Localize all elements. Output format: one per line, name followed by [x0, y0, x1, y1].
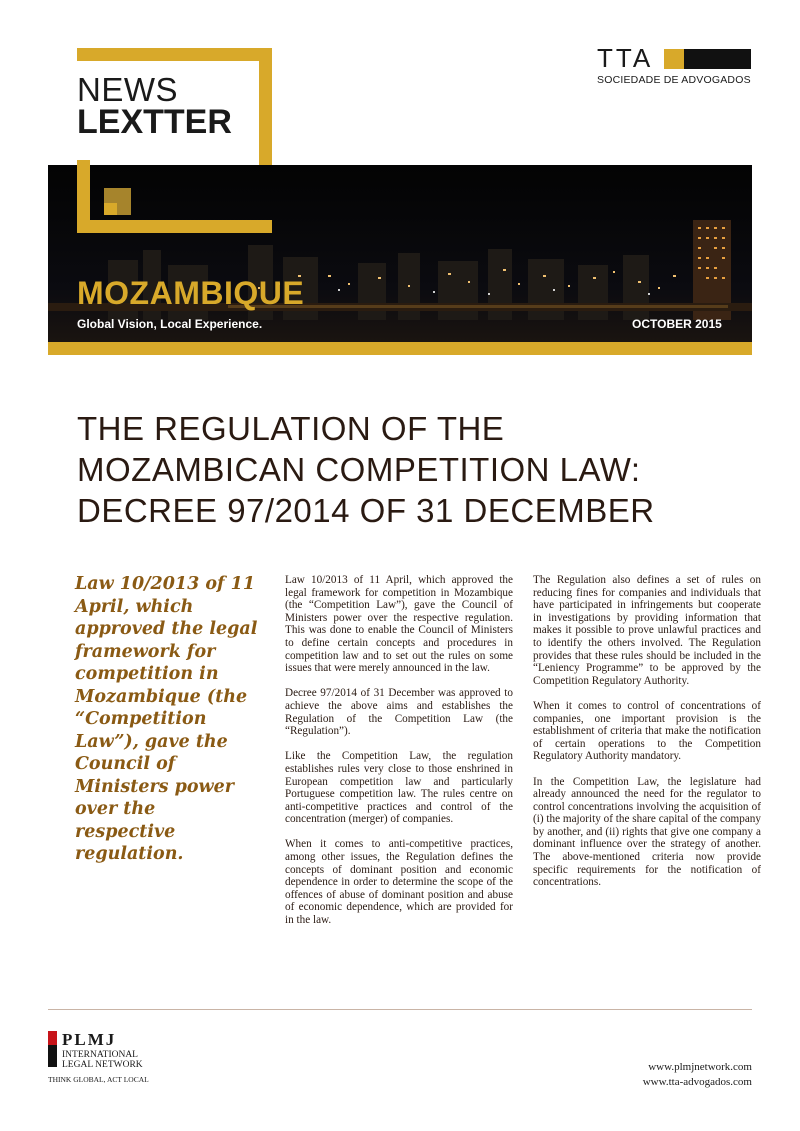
plmj-network-line: INTERNATIONAL: [62, 1050, 138, 1060]
paragraph: Like the Competition Law, the regulation establishes rules very close to those enshrined in European competition law and particularly Portuguese competition law. The rules centre on anti-competitive practices and control of the concentration (merger) of companies.: [285, 750, 513, 826]
footer-links: [600, 1060, 752, 1090]
banner-country: MOZAMBIQUE: [77, 275, 305, 311]
article-title-line: DECREE 97/2014 OF 31 DECEMBER: [77, 492, 655, 529]
paragraph: Law 10/2013 of 11 April, which approved the legal framework for competition in Mozambique (the “Competition Law”), gave the Council of Ministers power over the respective regulation. This was done to enable the Council of Ministers to define certain concepts and procedures in competition law and to set out the rules on some issues that were merely announced in the law.: [285, 574, 513, 675]
plmj-network-line: LEGAL NETWORK: [62, 1060, 143, 1070]
hero-banner: [48, 165, 752, 342]
tta-logo-gold-block: [664, 49, 684, 69]
article-title-line: MOZAMBICAN COMPETITION LAW:: [77, 451, 641, 488]
paragraph: Decree 97/2014 of 31 December was approved to achieve the above aims and establishes the Regulation of the Competition Law (the “Regulation”).: [285, 687, 513, 738]
paragraph: When it comes to anti-competitive practices, among other issues, the Regulation defines the concepts of dominant position and economic dependence in order to determine the scope of the offences of abuse of dominant position and abuse of economic dependence, which are provided for in the law.: [285, 838, 513, 927]
plmj-logo-red-block: [48, 1031, 57, 1045]
plmj-logo-name: PLMJ: [62, 1030, 117, 1049]
masthead-frame-top: [77, 48, 272, 61]
article-column-2: [533, 574, 761, 901]
article-column-1: [285, 574, 513, 939]
paragraph: In the Competition Law, the legislature had already announced the need for the regulator to control concentrations involving the acquisition of (i) the majority of the share capital of the company by another, and (ii) rights that give one company a dominant influence over the strategy of another. The above-mentioned criteria now provide specific requirements for the notification of concentrations.: [533, 775, 761, 889]
footer-divider: [48, 1009, 752, 1010]
paragraph: When it comes to control of concentrations of companies, one important provision is the establishment of criteria that make the notification of certain operations to the Competition Regulatory Authority mandatory.: [533, 699, 761, 763]
city-skyline-image: [48, 165, 752, 342]
banner-date: OCTOBER 2015: [632, 317, 722, 331]
tta-logo-text: TTA: [597, 43, 654, 73]
tta-logo-subtitle: SOCIEDADE DE ADVOGADOS: [597, 74, 751, 86]
pull-quote: Law 10/2013 of 11 April, which approved the legal framework for competition in Mozambique (the “Competition Law”), gave the Council of Ministers power over the respective regulation.: [75, 574, 258, 864]
tta-website-link[interactable]: www.tta-advogados.com: [642, 1076, 752, 1088]
plmj-network-label: [62, 1050, 143, 1070]
plmj-logo-black-block: [48, 1045, 57, 1067]
banner-gold-strip: [48, 342, 752, 355]
plmj-tagline: THINK GLOBAL, ACT LOCAL: [48, 1075, 149, 1084]
article-title: [77, 408, 737, 531]
plmj-website-link[interactable]: www.plmjnetwork.com: [648, 1061, 752, 1073]
banner-tagline: Global Vision, Local Experience.: [77, 317, 263, 331]
masthead-lextter: LEXTTER: [77, 103, 232, 141]
paragraph: The Regulation also defines a set of rules on reducing fines for companies and individuals that have participated in infringements but cooperate in investigations by providing information that makes it possible to prove unlawful practices and to identify the others involved. The Regulation provides that these rules should be included in the “Leniency Programme” to be approved by the Competition Regulatory Authority.: [533, 574, 761, 687]
masthead-frame-bottom: [77, 220, 272, 233]
gold-square-small: [104, 203, 117, 215]
masthead-news: NEWS: [77, 71, 178, 108]
article-title-line: THE REGULATION OF THE: [77, 410, 505, 447]
tta-logo-black-bar: [684, 49, 751, 69]
